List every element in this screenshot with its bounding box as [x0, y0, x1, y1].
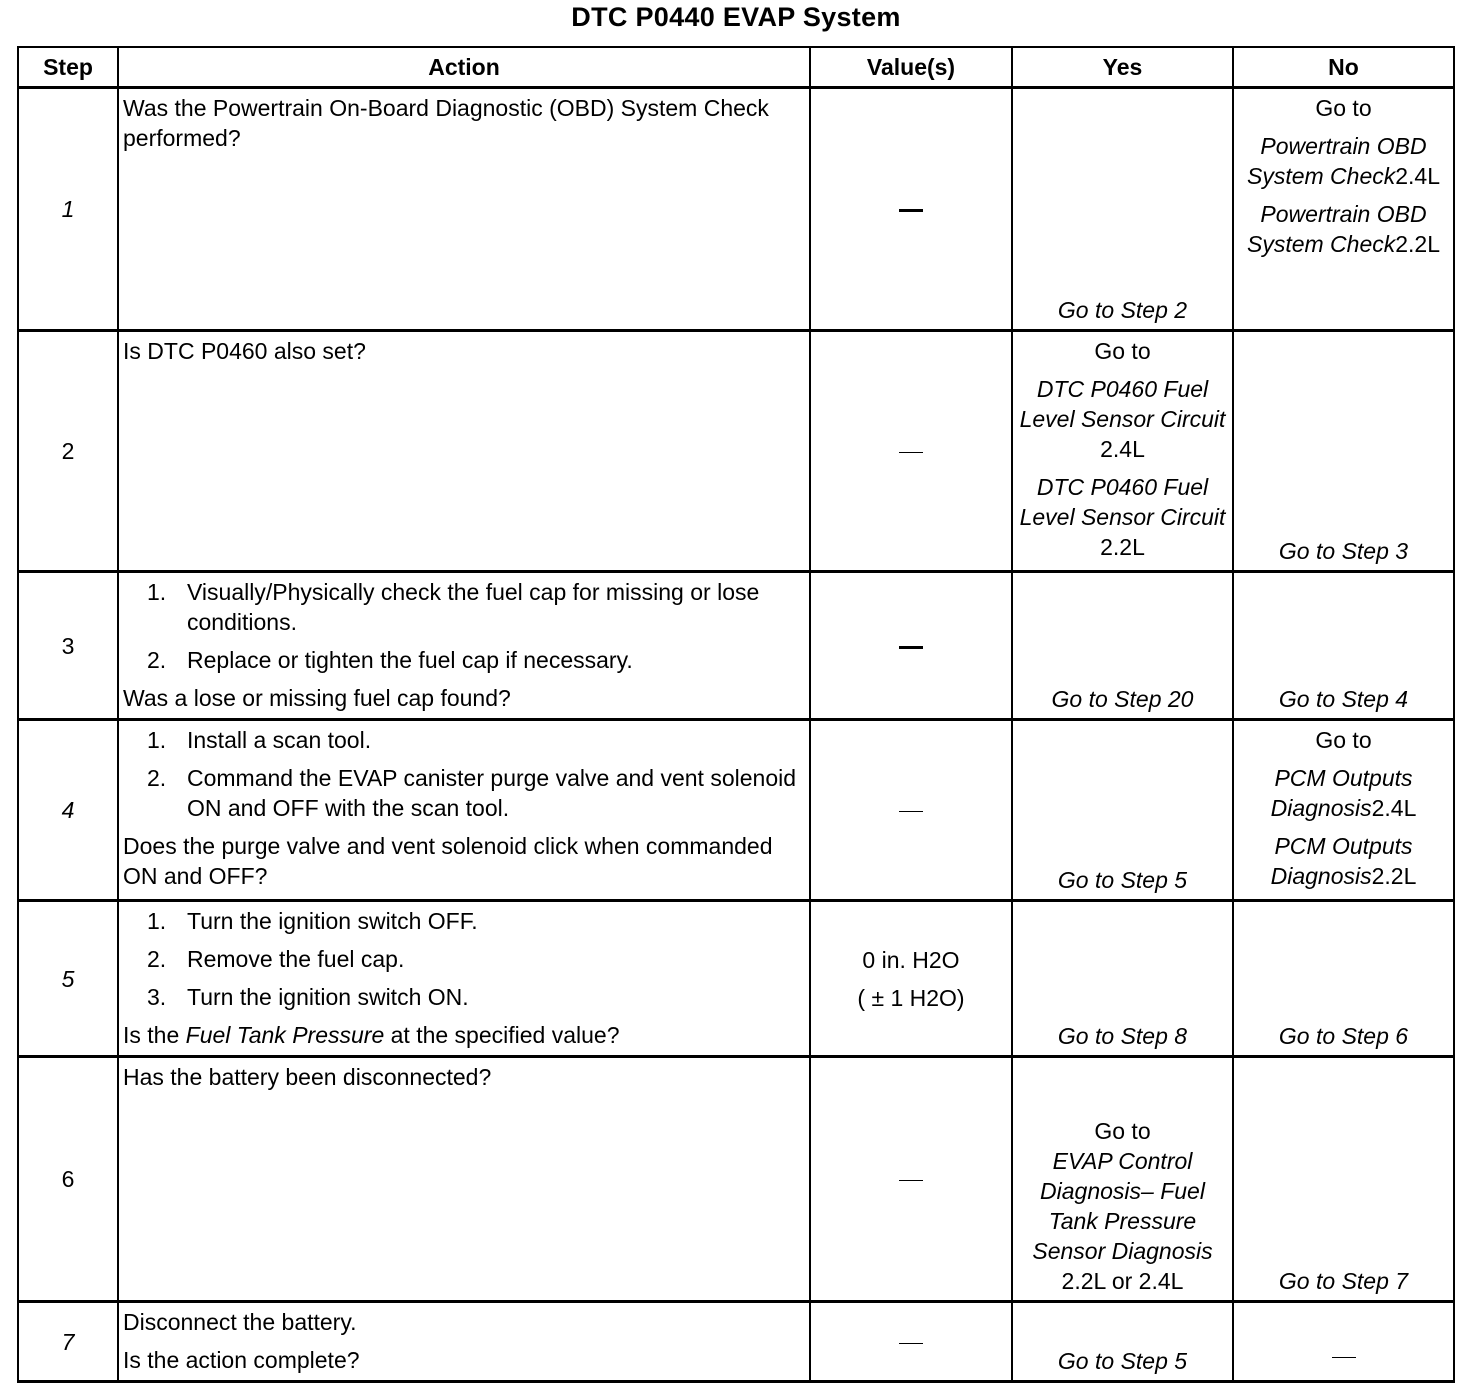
goto-label: Go to	[1094, 1118, 1151, 1144]
table-row	[18, 1057, 1454, 1302]
action-question: Is the action complete?	[123, 1347, 360, 1373]
yes-cell	[1012, 1057, 1233, 1302]
engine-suffix: 2.2L or 2.4L	[1061, 1268, 1184, 1294]
value-dash	[899, 1343, 923, 1344]
step-number: 2	[18, 331, 118, 572]
engine-suffix: 2.2L	[1395, 231, 1441, 257]
procedure-step: 1. Visually/Physically check the fuel cap for missing or lose conditions.	[147, 579, 760, 635]
no-cell	[1233, 88, 1454, 331]
procedure-step: 2. Replace or tighten the fuel cap if necessary.	[147, 647, 633, 673]
action-cell	[118, 1302, 810, 1382]
header-action: Action	[118, 47, 810, 88]
goto-link[interactable]: Go to Step 3	[1278, 538, 1409, 564]
yes-cell	[1012, 901, 1233, 1057]
value-cell	[810, 572, 1012, 720]
yes-cell	[1012, 1302, 1233, 1382]
yes-cell	[1012, 88, 1233, 331]
table-row	[18, 720, 1454, 901]
table-row	[18, 88, 1454, 331]
no-cell	[1233, 331, 1454, 572]
goto-link[interactable]: Go to Step 7	[1278, 1268, 1409, 1294]
value-cell	[810, 901, 1012, 1057]
table-row	[18, 331, 1454, 572]
action-text: Has the battery been disconnected?	[123, 1064, 492, 1090]
table-row	[18, 572, 1454, 720]
step-number: 5	[18, 901, 118, 1057]
value-cell	[810, 331, 1012, 572]
diagnostic-table	[17, 46, 1455, 1383]
action-question: Does the purge valve and vent solenoid click when commanded ON and OFF?	[123, 833, 773, 889]
procedure-step: 1. Install a scan tool.	[147, 727, 372, 753]
goto-label: Go to	[1315, 727, 1372, 753]
goto-link[interactable]: Go to Step 5	[1057, 867, 1188, 893]
goto-link[interactable]: Go to Step 2	[1057, 297, 1188, 323]
step-number: 3	[18, 572, 118, 720]
no-cell	[1233, 720, 1454, 901]
action-text: Disconnect the battery.	[123, 1309, 357, 1335]
procedure-step: 2. Remove the fuel cap.	[147, 946, 405, 972]
action-question: Was a lose or missing fuel cap found?	[123, 685, 511, 711]
action-question: Is the Fuel Tank Pressure at the specified value?	[123, 1022, 620, 1048]
action-cell	[118, 1057, 810, 1302]
action-cell	[118, 572, 810, 720]
goto-link[interactable]: EVAP Control Diagnosis– Fuel Tank Pressure Sensor Diagnosis	[1032, 1148, 1213, 1264]
header-yes: Yes	[1012, 47, 1233, 88]
value-line: 0 in. H2O	[862, 946, 960, 973]
yes-cell	[1012, 720, 1233, 901]
value-dash	[899, 1180, 923, 1181]
value-tolerance: ( ± 1 H2O)	[857, 984, 965, 1011]
engine-suffix: 2.2L	[1100, 534, 1145, 560]
value-dash	[899, 209, 923, 212]
procedure-step: 1. Turn the ignition switch OFF.	[147, 908, 478, 934]
yes-cell	[1012, 572, 1233, 720]
goto-label: Go to	[1094, 338, 1151, 364]
value-cell	[810, 88, 1012, 331]
goto-link[interactable]: PCM Outputs Diagnosis	[1270, 833, 1413, 889]
goto-label: Go to	[1315, 95, 1372, 121]
step-number: 6	[18, 1057, 118, 1302]
no-cell	[1233, 1057, 1454, 1302]
action-cell	[118, 331, 810, 572]
value-dash	[899, 452, 923, 453]
step-number: 1	[18, 88, 118, 331]
value-cell	[810, 720, 1012, 901]
header-no: No	[1233, 47, 1454, 88]
no-cell	[1233, 572, 1454, 720]
engine-suffix: 2.4L	[1371, 795, 1417, 821]
table-row	[18, 1302, 1454, 1382]
goto-link[interactable]: Go to Step 20	[1051, 686, 1194, 712]
action-cell	[118, 720, 810, 901]
action-cell	[118, 88, 810, 331]
table-header-row	[18, 47, 1454, 88]
procedure-step: 2. Command the EVAP canister purge valve and vent solenoid ON and OFF with the scan tool.	[147, 765, 797, 821]
action-cell	[118, 901, 810, 1057]
procedure-step: 3. Turn the ignition switch ON.	[147, 984, 469, 1010]
engine-suffix: 2.4L	[1100, 436, 1145, 462]
yes-cell	[1012, 331, 1233, 572]
table-row	[18, 901, 1454, 1057]
header-step: Step	[18, 47, 118, 88]
engine-suffix: 2.2L	[1371, 863, 1417, 889]
value-cell	[810, 1057, 1012, 1302]
procedure-list	[123, 577, 803, 675]
action-text: Is DTC P0460 also set?	[123, 338, 366, 364]
page-title: DTC P0440 EVAP System	[571, 2, 901, 32]
parameter-name: Fuel Tank Pressure	[185, 1022, 385, 1048]
no-cell	[1233, 1302, 1454, 1382]
goto-link[interactable]: Go to Step 6	[1278, 1023, 1409, 1049]
header-values: Value(s)	[810, 47, 1012, 88]
value-dash	[1332, 1357, 1356, 1358]
step-number: 7	[18, 1302, 118, 1382]
no-cell	[1233, 901, 1454, 1057]
action-text: Was the Powertrain On-Board Diagnostic (OBD) System Check performed?	[123, 95, 769, 151]
engine-suffix: 2.4L	[1395, 163, 1441, 189]
step-number: 4	[18, 720, 118, 901]
goto-link[interactable]: DTC P0460 Fuel Level Sensor Circuit	[1019, 376, 1226, 432]
value-dash	[899, 811, 923, 812]
goto-link[interactable]: Go to Step 4	[1278, 686, 1409, 712]
procedure-list	[123, 725, 803, 823]
goto-link[interactable]: DTC P0460 Fuel Level Sensor Circuit	[1019, 474, 1226, 530]
goto-link[interactable]: Powertrain OBD System Check	[1246, 133, 1427, 189]
goto-link[interactable]: PCM Outputs Diagnosis	[1270, 765, 1413, 821]
value-cell	[810, 1302, 1012, 1382]
goto-link[interactable]: Go to Step 5	[1057, 1348, 1188, 1374]
goto-link[interactable]: Powertrain OBD System Check	[1246, 201, 1427, 257]
goto-link[interactable]: Go to Step 8	[1057, 1023, 1188, 1049]
procedure-list	[123, 906, 803, 1012]
value-dash	[899, 646, 923, 649]
